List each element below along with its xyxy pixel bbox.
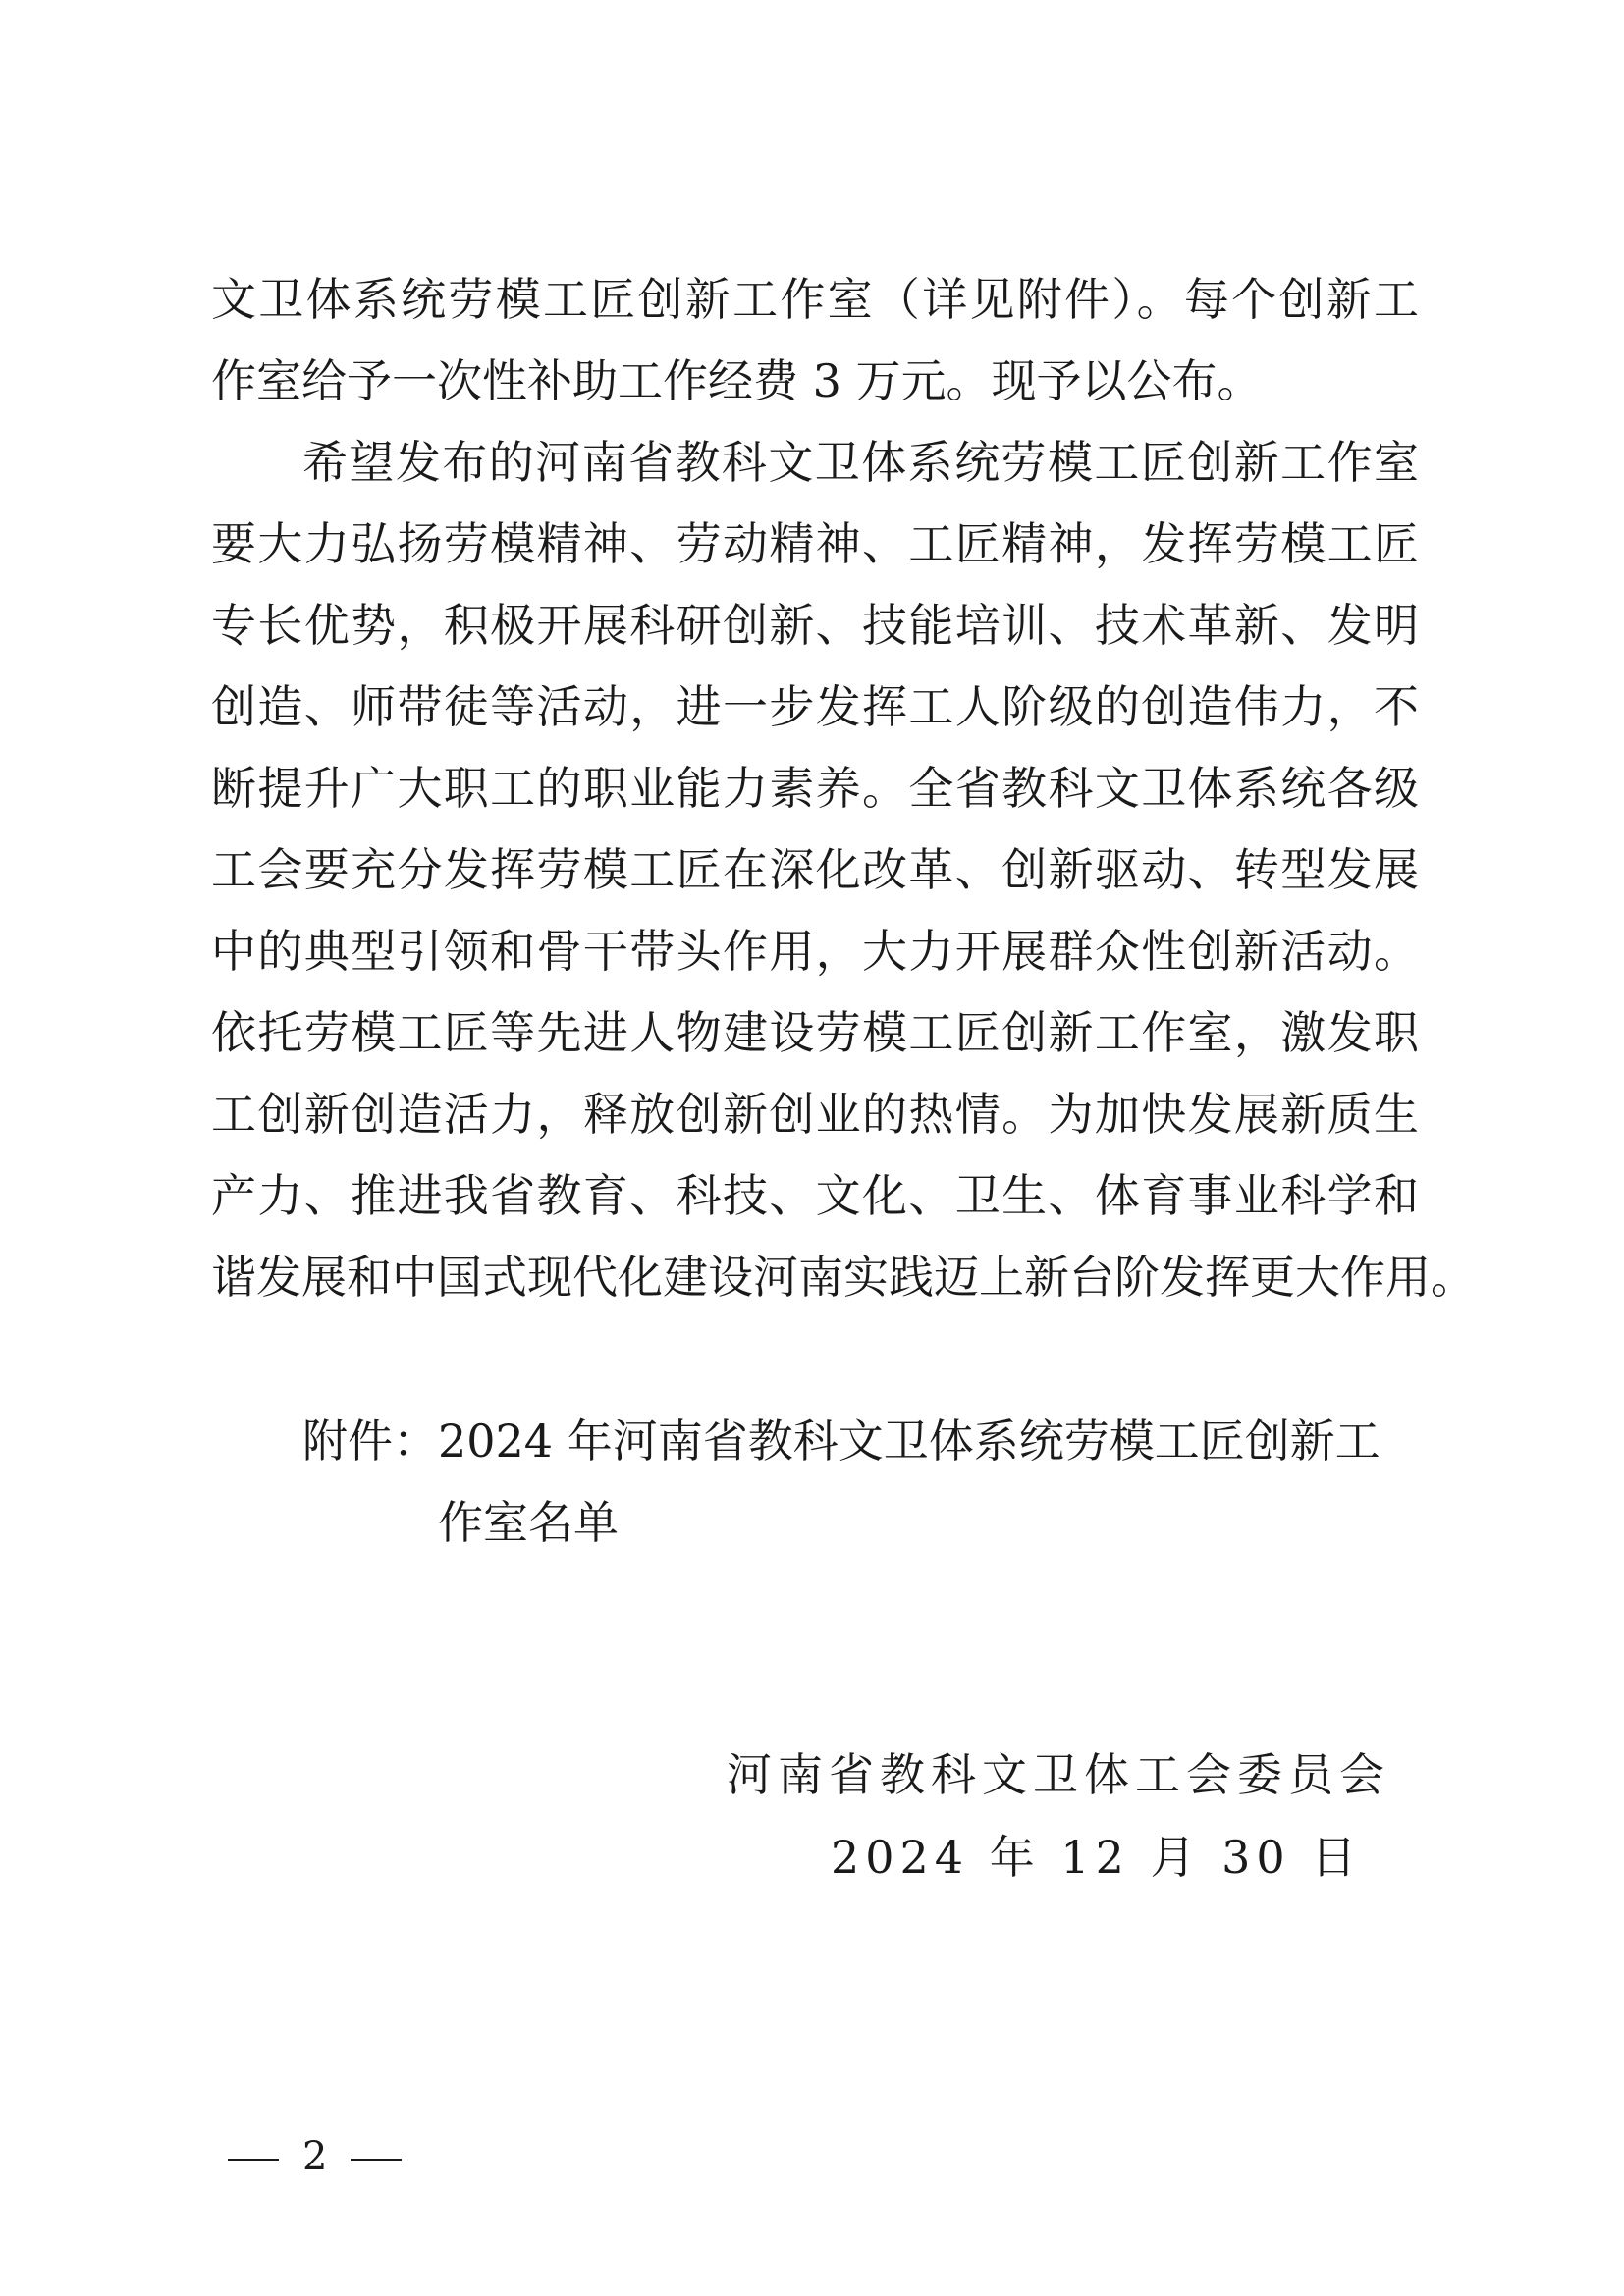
attachment-title-line2: 作室名单 (438, 1496, 619, 1549)
body-line: 文卫体系统劳模工匠创新工作室（详见附件）。每个创新工 (211, 273, 1419, 326)
body-line: 创造、师带徒等活动，进一步发挥工人阶级的创造伟力，不 (211, 680, 1419, 733)
attachment-title-line1: 2024 年河南省教科文卫体系统劳模工匠创新工 (438, 1415, 1380, 1468)
page-number-dash-right (351, 2159, 402, 2161)
body-line: 谐发展和中国式现代化建设河南实践迈上新台阶发挥更大作用。 (211, 1251, 1476, 1304)
body-line: 断提升广大职工的职业能力素养。全省教科文卫体系统各级 (211, 762, 1419, 815)
body-line: 中的典型引领和骨干带头作用，大力开展群众性创新活动。 (211, 925, 1419, 978)
body-line: 依托劳模工匠等先进人物建设劳模工匠创新工作室，激发职 (211, 1006, 1419, 1059)
body-line: 作室给予一次性补助工作经费 3 万元。现予以公布。 (211, 354, 1263, 407)
body-line: 工会要充分发挥劳模工匠在深化改革、创新驱动、转型发展 (211, 843, 1419, 896)
attachment-label: 附件： (302, 1415, 438, 1468)
page-number-value: 2 (302, 2134, 328, 2179)
signature-organization: 河南省教科文卫体工会委员会 (727, 1748, 1390, 1801)
body-line: 专长优势，积极开展科研创新、技能培训、技术革新、发明 (211, 599, 1419, 652)
body-line: 要大力弘扬劳模精神、劳动精神、工匠精神，发挥劳模工匠 (211, 517, 1419, 570)
body-line: 工创新创造活力，释放创新创业的热情。为加快发展新质生 (211, 1088, 1419, 1141)
page-number-dash-left (228, 2159, 279, 2161)
page-number (228, 2132, 402, 2181)
signature-date: 2024 年 12 月 30 日 (831, 1831, 1363, 1884)
body-line: 希望发布的河南省教科文卫体系统劳模工匠创新工作室 (302, 436, 1419, 489)
body-line: 产力、推进我省教育、科技、文化、卫生、体育事业科学和 (211, 1169, 1419, 1222)
